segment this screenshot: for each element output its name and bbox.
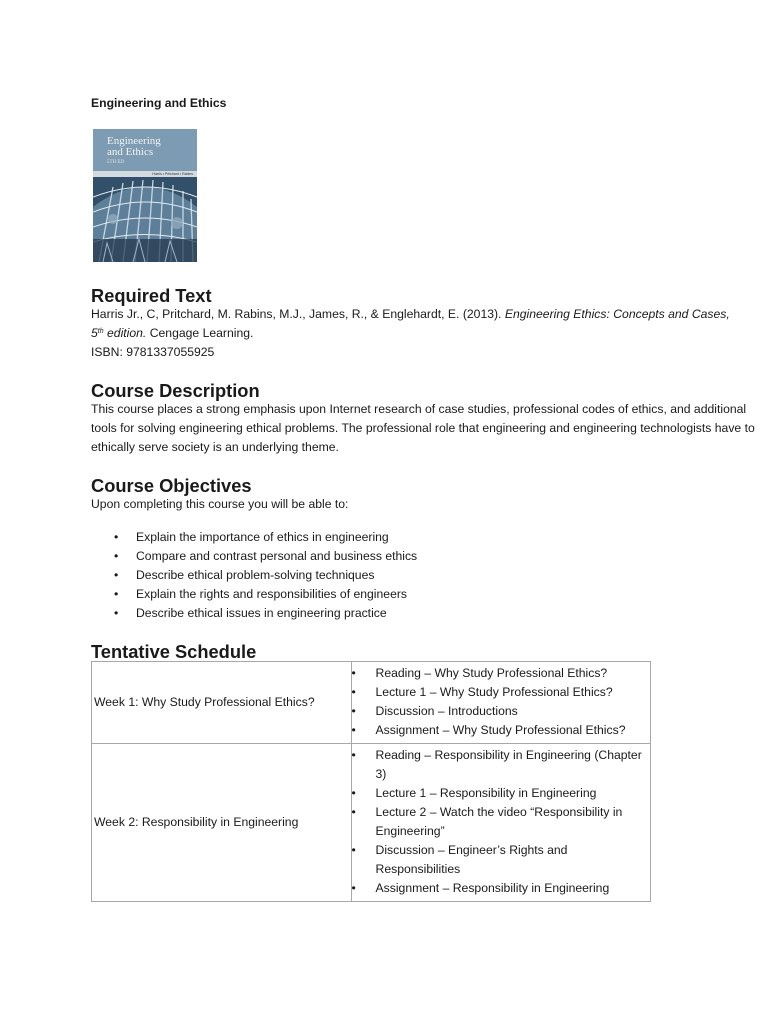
- objective-item: [91, 585, 755, 604]
- course-objectives-section: [91, 476, 755, 623]
- bullet-icon: •: [351, 666, 356, 680]
- objective-item: [91, 528, 755, 547]
- week-items-cell: [351, 662, 650, 744]
- objective-item: [91, 604, 755, 623]
- task-text: Discussion – Engineer’s Rights and Responsibilities: [375, 843, 568, 876]
- week-label-cell: Week 1: Why Study Professional Ethics?: [92, 662, 352, 744]
- task-item: [352, 683, 646, 702]
- objective-text: Describe ethical issues in engineering practice: [136, 606, 387, 620]
- book-cover-image: [93, 129, 197, 262]
- cover-building-illustration: [93, 177, 197, 262]
- course-description-heading: Course Description: [91, 380, 260, 401]
- bullet-icon: •: [351, 786, 356, 800]
- citation-edition: [91, 326, 146, 340]
- bullet-icon: •: [114, 568, 119, 582]
- task-text: Lecture 1 – Why Study Professional Ethics?: [375, 685, 613, 699]
- week-task-list: [352, 664, 646, 740]
- task-text: Lecture 1 – Responsibility in Engineering: [375, 786, 597, 800]
- isbn: ISBN: 9781337055925: [91, 345, 215, 359]
- schedule-table: [91, 661, 651, 902]
- week-items-cell: [351, 744, 650, 902]
- task-text: Lecture 2 – Watch the video “Responsibility in Engineering”: [375, 805, 623, 838]
- course-description-section: [91, 381, 755, 457]
- schedule-heading: Tentative Schedule: [91, 641, 257, 662]
- bullet-icon: •: [114, 606, 119, 620]
- citation-authors: Harris Jr., C, Pritchard, M. Rabins, M.J., James, R., & Englehardt, E. (2013).: [91, 307, 502, 321]
- objective-text: Describe ethical problem-solving techniques: [136, 568, 375, 582]
- objective-text: Explain the importance of ethics in engineering: [136, 530, 389, 544]
- citation-book-title: Engineering Ethics: Concepts and Cases,: [504, 307, 730, 321]
- task-text: Reading – Responsibility in Engineering (Chapter 3): [375, 748, 642, 781]
- schedule-section: [91, 642, 755, 902]
- task-item: [352, 803, 646, 841]
- edition-ordinal: th: [97, 328, 104, 335]
- objective-item: [91, 547, 755, 566]
- task-item: [352, 702, 646, 721]
- edition-number: 5: [91, 326, 98, 340]
- table-row: [92, 662, 651, 744]
- bullet-icon: •: [114, 549, 119, 563]
- task-item: [352, 841, 646, 879]
- cover-title-line-2: and Ethics: [107, 146, 154, 158]
- bullet-icon: •: [351, 748, 356, 762]
- course-description-text: This course places a strong emphasis upon Internet research of case studies, professional codes of ethics, and additional tools for solving engineering ethical problems. The professional role that engineering and engineering technologists have to ethically serve society is an underlying theme.: [91, 402, 755, 454]
- objective-text: Compare and contrast personal and business ethics: [136, 549, 418, 563]
- cover-title-line-1: Engineering: [107, 135, 161, 147]
- document-title: Engineering and Ethics: [91, 96, 227, 110]
- required-text-heading: Required Text: [91, 285, 212, 306]
- task-item: [352, 721, 646, 740]
- edition-word: edition.: [107, 326, 147, 340]
- task-text: Assignment – Why Study Professional Ethics?: [375, 723, 626, 737]
- task-text: Discussion – Introductions: [375, 704, 518, 718]
- citation-publisher: Cengage Learning.: [149, 326, 254, 340]
- bullet-icon: •: [351, 685, 356, 699]
- bullet-icon: •: [114, 587, 119, 601]
- bullet-icon: •: [351, 723, 356, 737]
- document-page: [91, 94, 755, 902]
- course-objectives-intro: Upon completing this course you will be able to:: [91, 497, 349, 511]
- cover-author-text: Harris • Pritchard • Rabins: [152, 172, 193, 176]
- required-text-citation: [91, 305, 755, 343]
- bullet-icon: •: [351, 704, 356, 718]
- bullet-icon: •: [351, 805, 356, 819]
- objectives-list: [91, 528, 755, 623]
- bullet-icon: •: [114, 530, 119, 544]
- cover-subtitle: 5TH ED: [107, 160, 125, 165]
- bullet-icon: •: [351, 843, 356, 857]
- task-item: [352, 746, 646, 784]
- task-item: [352, 664, 646, 683]
- cover-title: [107, 136, 161, 158]
- table-row: [92, 744, 651, 902]
- objective-item: [91, 566, 755, 585]
- task-item: [352, 784, 646, 803]
- week-task-list: [352, 746, 646, 898]
- task-text: Assignment – Responsibility in Engineering: [375, 881, 610, 895]
- week-label-cell: Week 2: Responsibility in Engineering: [92, 744, 352, 902]
- task-text: Reading – Why Study Professional Ethics?: [375, 666, 608, 680]
- task-item: [352, 879, 646, 898]
- bullet-icon: •: [351, 881, 356, 895]
- course-objectives-heading: Course Objectives: [91, 475, 252, 496]
- objective-text: Explain the rights and responsibilities of engineers: [136, 587, 407, 601]
- required-text-section: [91, 286, 755, 362]
